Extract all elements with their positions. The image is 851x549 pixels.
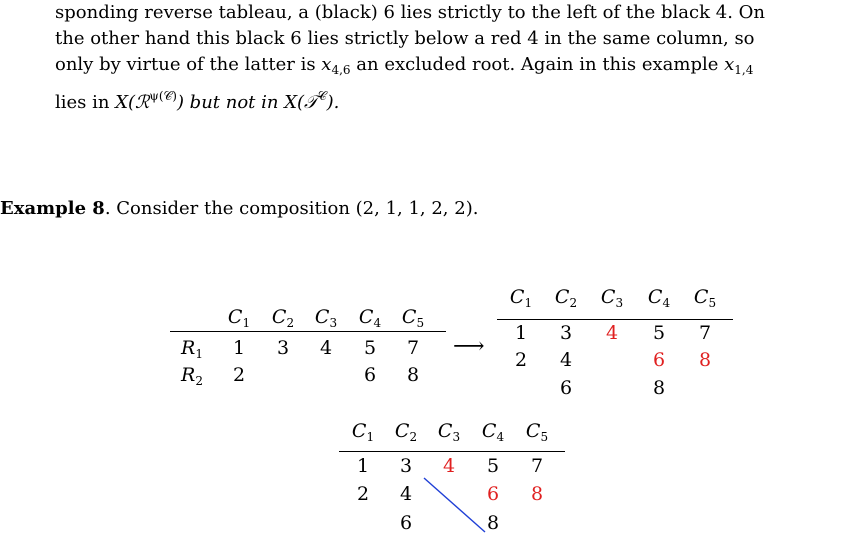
text-segment: lies in [55, 92, 116, 113]
header-letter: C [314, 306, 330, 328]
header-letter: C [481, 420, 497, 442]
header-letter: C [600, 286, 616, 308]
header-letter: C [509, 286, 525, 308]
tableau-right-cell: 6 [652, 349, 666, 371]
table-cell: 7 [406, 337, 420, 359]
var-x: x [321, 54, 332, 75]
table-cell: 6 [363, 364, 377, 386]
header-subscript: 1 [366, 430, 375, 444]
superscript: ψ(𝒞) [149, 89, 177, 103]
header-subscript: 5 [708, 296, 717, 310]
row-subscript: 2 [195, 374, 203, 388]
tableau-right-cell: 7 [698, 322, 712, 344]
tableau-bottom-cell: 3 [399, 455, 413, 477]
header-letter: C [394, 420, 410, 442]
text-segment: an excluded root. Again in this example [350, 54, 725, 75]
header-letter: C [525, 420, 541, 442]
diagonal-link-line [424, 478, 485, 532]
right-arrow: ⟶ [453, 334, 485, 359]
paragraph-line-2: the other hand this black 6 lies strictly below a red 4 in the same column, so [55, 28, 755, 49]
header-letter: C [271, 306, 287, 328]
header-subscript: 4 [496, 430, 505, 444]
math-expr: X(ℛ [115, 92, 150, 113]
header-subscript: 3 [615, 296, 624, 310]
tableau-bottom-cell: 2 [356, 483, 370, 505]
table-cell: 2 [232, 364, 246, 386]
tableau-right-cell: 4 [559, 349, 573, 371]
tableau-right-cell: 6 [559, 377, 573, 399]
table-cell: 1 [232, 337, 246, 359]
tableau-right-cell: 2 [514, 349, 528, 371]
table-cell: 8 [406, 364, 420, 386]
tableau-bottom-cell: 4 [399, 483, 413, 505]
header-subscript: 3 [452, 430, 461, 444]
table-cell: 4 [319, 337, 333, 359]
tableau-right-cell: 4 [605, 322, 619, 344]
header-subscript: 2 [409, 430, 418, 444]
header-letter: C [401, 306, 417, 328]
tableau-right-cell: 5 [652, 322, 666, 344]
var-x: x [724, 54, 735, 75]
header-subscript: 1 [242, 316, 251, 330]
tableau-bottom-cell: 8 [486, 512, 500, 534]
header-letter: C [647, 286, 663, 308]
header-letter: C [437, 420, 453, 442]
tableau-bottom-cell: 8 [530, 483, 544, 505]
header-subscript: 2 [569, 296, 578, 310]
header-subscript: 5 [540, 430, 549, 444]
row-letter: R [181, 364, 196, 386]
subscript: 4,6 [331, 63, 351, 77]
math-expr: ) but not in [176, 92, 285, 113]
header-letter: C [227, 306, 243, 328]
math-expr: ). [326, 92, 340, 113]
header-subscript: 1 [524, 296, 533, 310]
tableau-bottom-cell: 5 [486, 455, 500, 477]
header-subscript: 3 [329, 316, 338, 330]
example-label: Example 8 [0, 198, 105, 219]
superscript: 𝒞 [317, 89, 327, 103]
header-letter: C [693, 286, 709, 308]
tableau-right-cell: 8 [652, 377, 666, 399]
tableau-right-cell: 1 [514, 322, 528, 344]
table-cell: 3 [276, 337, 290, 359]
row-letter: R [181, 337, 196, 359]
math-expr: X(𝒯 [284, 92, 318, 113]
subscript: 1,4 [734, 63, 754, 77]
example-text: . Consider the composition (2, 1, 1, 2, 2). [104, 198, 479, 219]
header-subscript: 2 [286, 316, 295, 330]
tableau-bottom-cell: 1 [356, 455, 370, 477]
tableau-right-cell: 3 [559, 322, 573, 344]
tableau-right-cell: 8 [698, 349, 712, 371]
header-letter: C [358, 306, 374, 328]
table-cell: 5 [363, 337, 377, 359]
text-segment: only by virtue of the latter is [55, 54, 322, 75]
header-subscript: 4 [373, 316, 382, 330]
row-subscript: 1 [195, 347, 203, 361]
tableau-bottom-cell: 6 [399, 512, 413, 534]
tableau-bottom-cell: 6 [486, 483, 500, 505]
header-letter: C [351, 420, 367, 442]
paragraph-line-1: sponding reverse tableau, a (black) 6 lies strictly to the left of the black 4. On [55, 2, 765, 23]
header-subscript: 4 [662, 296, 671, 310]
header-subscript: 5 [416, 316, 425, 330]
header-letter: C [554, 286, 570, 308]
tableau-bottom-cell: 7 [530, 455, 544, 477]
tableau-bottom-cell: 4 [442, 455, 456, 477]
